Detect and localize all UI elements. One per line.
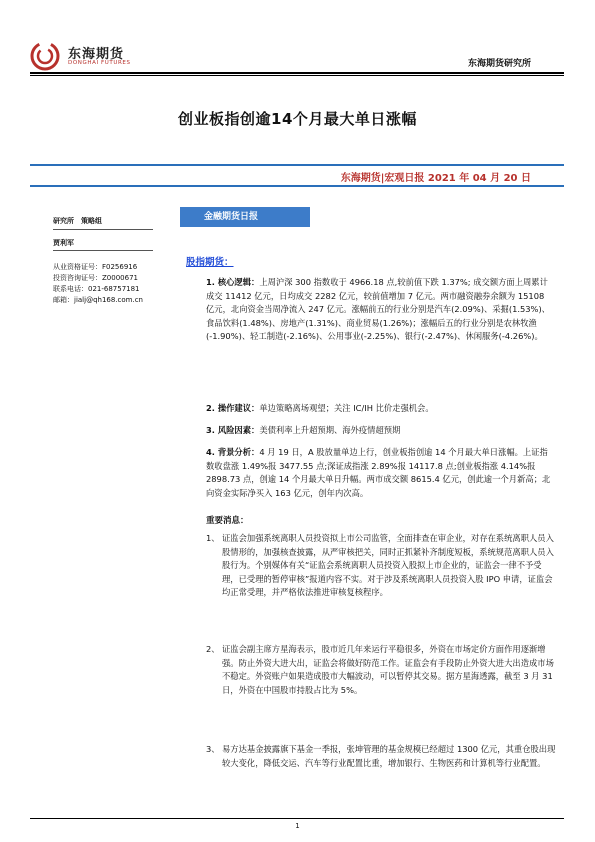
- point-3: [206, 424, 554, 438]
- point-label: 2. 操作建议：: [206, 403, 260, 413]
- sidebar-divider-2: [53, 250, 153, 251]
- point-label: 3. 风险因素：: [206, 425, 260, 435]
- logo-text-cn: 东海期货: [68, 47, 125, 62]
- point-text: 美债利率上升超预期、海外疫情超预期: [259, 425, 401, 435]
- analyst-name: 贾利军: [53, 239, 74, 247]
- news-item: [206, 532, 556, 600]
- news-item: [206, 643, 556, 697]
- logo-text-en: DONGHAI FUTURES: [68, 60, 131, 66]
- news-item-text: 易方达基金披露旗下基金一季报，张坤管理的基金规模已经超过 1300 亿元，其重仓股出现较大变化，降低交运、汽车等行业配置比重，增加银行、生物医药和计算机等行业配置。: [222, 744, 556, 768]
- report-subtitle: 东海期货|宏观日报 2021 年 04 月 20 日: [340, 173, 531, 184]
- logo-emblem-icon: [30, 41, 60, 71]
- news-item: [206, 743, 556, 770]
- title-rule-top: [30, 164, 564, 166]
- point-4: [206, 446, 554, 500]
- point-1: [206, 276, 554, 344]
- title-rule-bottom: [30, 185, 564, 187]
- news-item-text: 证监会加强系统离职人员投资拟上市公司监管，全面排查在审企业，对存在系统离职人员入股情形的，加强核查披露，从严审核把关，同时正抓紧补齐制度短板，系统规范离职人员入股行为。个别媒体有关“证监会系统离职人员投资入股拟上市企业的，证监会一律不予受理，已受理的暂停审核”报道内容不实。对于涉及系统离职人员投资入股 IPO 申请，证监会均正常受理，并严格依法推进审核复核程序。: [222, 533, 554, 598]
- point-text: 单边策略离场观望；关注 IC/IH 比价走强机会。: [259, 403, 434, 413]
- report-title: 创业板指创逾14个月最大单日涨幅: [178, 110, 417, 128]
- point-label: 4. 背景分析：: [206, 447, 260, 457]
- footer-rule: [30, 818, 564, 819]
- header-rule: [30, 72, 564, 74]
- sidebar-info-row: 联系电话：021-68757181: [53, 285, 140, 293]
- sidebar-info-row: 从业资格证号：F0256916: [53, 263, 138, 271]
- page-number: 1: [295, 822, 300, 830]
- point-text: 上周沪深 300 指数收于 4966.18 点,较前值下跌 1.37%; 成交额方面上周累计成交 11412 亿元，日均成交 2282 亿元，较前值增加 7 亿元。两市融资融券余额为 15108 亿元，北向资金当周净流入 247 亿元。涨幅前五的行业分别是汽车(2.09%)、采掘(1.53%)、食品饮料(1.48%)、房地产(1.31%)、商业贸易(1.26%)；涨幅后五的行业分别是农林牧渔(-1.90%)、轻工制造(-2.16%)、公用事业(-2.25%)、银行(-2.47%)、休闲服务(-4.26%)。: [206, 277, 550, 342]
- point-text: 4 月 19 日，A 股放量单边上行，创业板指创逾 14 个月最大单日涨幅。上证指数收盘涨 1.49%报 3477.55 点;深证成指涨 2.89%报 14117.8 点;创业板指涨 4.14%报 2898.73 点，创逾 14 个月最大单日升幅。两市成交额 8615.4 亿元，创此逾一个月新高；北向资金实际净买入 163 亿元，创年内次高。: [206, 447, 551, 498]
- sidebar-info-row: 邮箱：jialj@qh168.com.cn: [53, 296, 143, 304]
- section-title: 股指期货：: [186, 257, 234, 268]
- sidebar-divider: [53, 229, 153, 230]
- header-rule-thin: [30, 75, 564, 76]
- point-2: [206, 402, 554, 416]
- news-item-number: 3、: [206, 744, 220, 754]
- company-logo: [30, 41, 165, 71]
- sidebar-team: 研究所 策略组: [53, 217, 102, 225]
- news-item-number: 1、: [206, 533, 220, 543]
- news-item-number: 2、: [206, 644, 220, 654]
- report-tag: 金融期货日报: [180, 207, 310, 227]
- news-heading: 重要消息：: [206, 516, 249, 526]
- sidebar-info-row: 投资咨询证号：Z0000671: [53, 274, 138, 282]
- point-label: 1. 核心逻辑：: [206, 277, 260, 287]
- news-item-text: 证监会副主席方星海表示，股市近几年来运行平稳很多，外资在市场定价方面作用逐渐增强。防止外资大进大出，证监会将做好防范工作。证监会有手段防止外资大进大出造成市场不稳定。外资账户如果造成股市大幅波动，可以暂停其交易。据方星海透露，截至 3 月 31 日，外资在中国股市持股占比为 5%。: [222, 644, 554, 695]
- header-org: 东海期货研究所: [467, 59, 531, 69]
